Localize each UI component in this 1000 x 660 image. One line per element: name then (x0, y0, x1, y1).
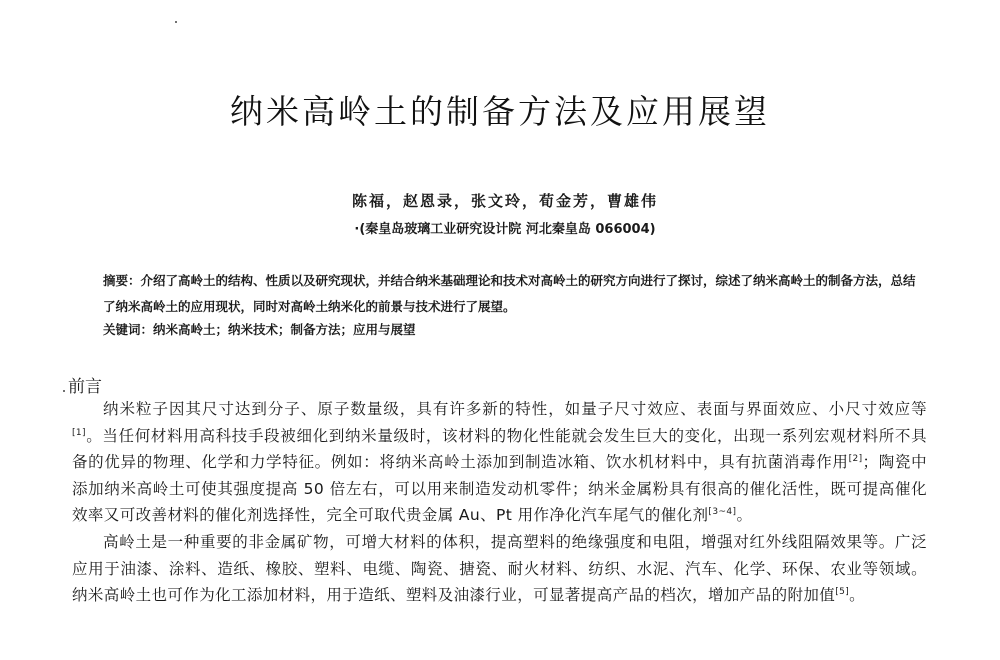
keywords (103, 320, 925, 338)
paragraph-2-part-1: 高岭土是一种重要的非金属矿物，可增大材料的体积，提高塑料的绝缘强度和电阻，增强对红外线阻隔效果等。广泛应用于油漆、涂料、造纸、橡胶、塑料、电缆、陶瓷、搪瓷、耐火材料、纺织、水泥、汽车、化学、环保、农业等领域。纳米高岭土也可作为化工添加材料，用于造纸、塑料及油漆行业，可显著提高产品的档次，增加产品的附加值 (72, 532, 927, 605)
paragraph-1-part-4: 。 (736, 506, 753, 525)
author-list: 陈福，赵恩录，张文玲，荀金芳，曹雄伟 (351, 192, 658, 210)
citation-3-4: [3~4] (708, 507, 737, 518)
scan-speck (175, 21, 177, 23)
abstract-label: 摘要： (103, 273, 141, 288)
paragraph-1-part-2: 。当任何材料用高科技手段被细化到纳米量级时，该材料的物化性能就会发生巨大的变化，出现一系列宏观材料所不具备的优异的物理、化学和力学特征。例如：将纳米高岭土添加到制造冰箱、饮水机材料中，具有抗菌消毒作用 (72, 426, 927, 472)
paragraph-1 (72, 396, 927, 529)
citation-1: [1] (72, 427, 86, 438)
keywords-label: 关键词： (103, 322, 154, 337)
citation-5: [5] (835, 587, 850, 597)
paragraph-2-part-2: 。 (849, 586, 866, 605)
section-heading: 前言 (68, 377, 102, 397)
body-text (72, 396, 927, 609)
citation-2: [2] (848, 454, 863, 465)
paper-title: 纳米高岭土的制备方法及应用展望 (230, 92, 770, 131)
affiliation: ·(秦皇岛玻璃工业研究设计院 河北秦皇岛 066004) (354, 222, 656, 237)
keywords-text: 纳米高岭土；纳米技术；制备方法；应用与展望 (153, 322, 416, 337)
abstract-text: 介绍了高岭土的结构、性质以及研究现状，并结合纳米基础理论和技术对高岭土的研究方向进行了探讨，综述了纳米高岭土的制备方法，总结了纳米高岭土的应用现状，同时对高岭土纳米化的前景与技术进行了展望。 (103, 273, 916, 314)
paragraph-2 (72, 529, 927, 609)
paragraph-1-part-1: 纳米粒子因其尺寸达到分子、原子数量级，具有许多新的特性，如量子尺寸效应、表面与界面效应、小尺寸效应等 (103, 400, 927, 418)
abstract (103, 268, 925, 320)
scan-speck (63, 390, 65, 392)
paragraph-1-part-3: ；陶瓷中添加纳米高岭土可使其强度提高 50 倍左右，可以用来制造发动机零件；纳米金属粉具有很高的催化活性，既可提高催化效率又可改善材料的催化剂选择性，完全可取代贵金属 Au、Pt 用作净化汽车尾气的催化剂 (72, 453, 927, 525)
